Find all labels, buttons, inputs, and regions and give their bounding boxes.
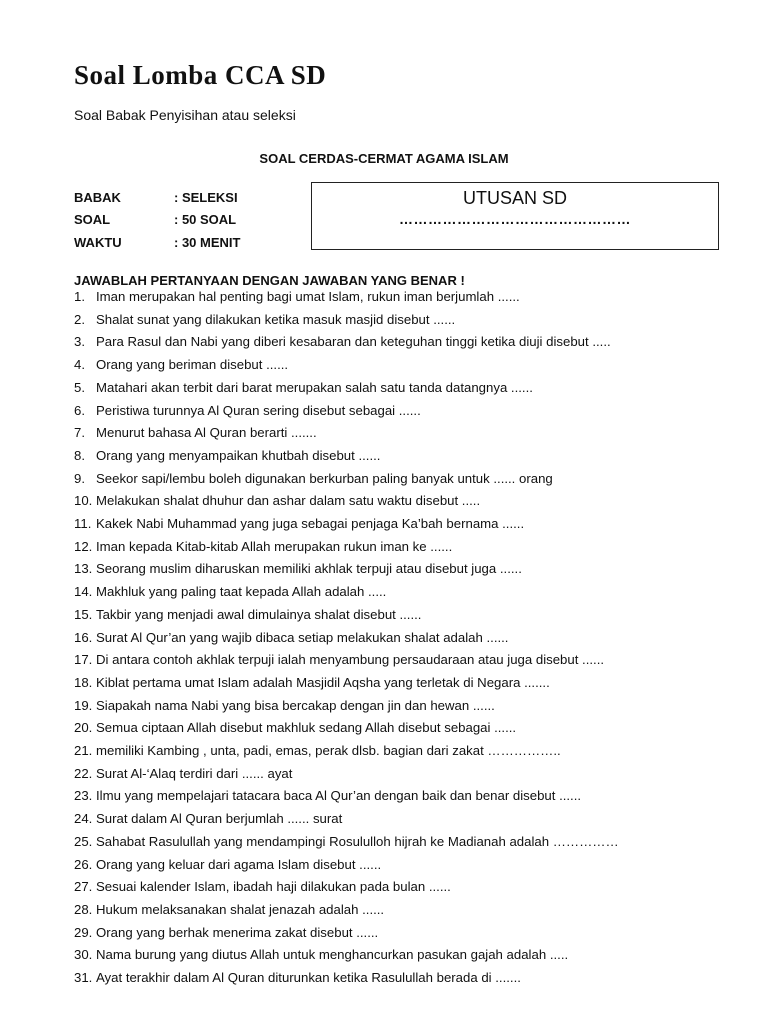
question-text: Para Rasul dan Nabi yang diberi kesabaran dan keteguhan tinggi ketika diuji disebut ..... bbox=[96, 334, 611, 350]
question-item bbox=[74, 309, 734, 332]
question-item bbox=[74, 377, 734, 400]
question-item bbox=[74, 422, 734, 445]
question-number: 18. bbox=[74, 674, 93, 690]
question-number: 11. bbox=[74, 516, 92, 532]
question-item bbox=[74, 899, 734, 922]
question-number: 17. bbox=[74, 652, 93, 668]
question-text: Surat Al-‘Alaq terdiri dari ...... ayat bbox=[96, 765, 293, 781]
question-text: Iman merupakan hal penting bagi umat Islam, rukun iman berjumlah ...... bbox=[96, 289, 520, 304]
info-row-soal bbox=[74, 212, 236, 227]
question-number: 14. bbox=[74, 584, 93, 600]
question-number: 21. bbox=[74, 743, 93, 759]
question-item bbox=[74, 468, 734, 491]
question-text: Surat dalam Al Quran berjumlah ...... surat bbox=[96, 811, 343, 827]
question-item bbox=[74, 740, 734, 763]
question-item bbox=[74, 944, 734, 967]
question-text: Sahabat Rasulullah yang mendampingi Rosululloh hijrah ke Madianah adalah …………… bbox=[96, 833, 619, 849]
question-item bbox=[74, 286, 734, 309]
question-text: Orang yang keluar dari agama Islam disebut ...... bbox=[96, 856, 382, 872]
question-item bbox=[74, 672, 734, 695]
question-number: 6. bbox=[74, 402, 85, 418]
section-heading: SOAL CERDAS-CERMAT AGAMA ISLAM bbox=[259, 151, 509, 166]
question-item bbox=[74, 808, 734, 831]
question-item bbox=[74, 354, 734, 377]
question-number: 15. bbox=[74, 606, 93, 622]
question-text: Nama burung yang diutus Allah untuk menghancurkan pasukan gajah adalah ..... bbox=[96, 947, 569, 963]
question-item bbox=[74, 717, 734, 740]
page-title: Soal Lomba CCA SD bbox=[74, 60, 327, 90]
question-text: Makhluk yang paling taat kepada Allah adalah ..... bbox=[96, 584, 387, 600]
info-row-waktu bbox=[74, 235, 240, 250]
question-number: 30. bbox=[74, 947, 93, 963]
question-text: Ayat terakhir dalam Al Quran diturunkan ketika Rasulullah berada di ....... bbox=[96, 970, 521, 986]
question-number: 8. bbox=[74, 447, 85, 463]
question-number: 31. bbox=[74, 970, 93, 986]
question-item bbox=[74, 558, 734, 581]
info-label: SOAL bbox=[74, 212, 111, 227]
question-number: 22. bbox=[74, 765, 93, 781]
question-text: Peristiwa turunnya Al Quran sering disebut sebagai ...... bbox=[96, 402, 421, 418]
info-label: BABAK bbox=[74, 190, 121, 205]
question-text: Menurut bahasa Al Quran berarti ....... bbox=[96, 425, 317, 441]
question-item bbox=[74, 763, 734, 786]
question-text: Melakukan shalat dhuhur dan ashar dalam satu waktu disebut ..... bbox=[96, 493, 481, 509]
question-number: 29. bbox=[74, 924, 93, 940]
question-text: Semua ciptaan Allah disebut makhluk sedang Allah disebut sebagai ...... bbox=[96, 720, 517, 736]
question-number: 27. bbox=[74, 879, 93, 895]
question-item bbox=[74, 445, 734, 468]
question-text: Matahari akan terbit dari barat merupakan salah satu tanda datangnya ...... bbox=[96, 379, 533, 395]
question-text: Orang yang beriman disebut ...... bbox=[96, 357, 289, 373]
question-number: 9. bbox=[74, 470, 85, 486]
question-text: Di antara contoh akhlak terpuji ialah menyambung persaudaraan atau juga disebut ...... bbox=[96, 652, 605, 668]
question-number: 13. bbox=[74, 561, 93, 577]
question-number: 4. bbox=[74, 357, 85, 373]
question-item bbox=[74, 922, 734, 945]
info-value: : 50 SOAL bbox=[174, 212, 237, 227]
info-value: : SELEKSI bbox=[174, 190, 238, 205]
info-row-babak bbox=[74, 190, 238, 205]
question-text: Siapakah nama Nabi yang bisa bercakap dengan jin dan hewan ...... bbox=[96, 697, 495, 713]
question-item bbox=[74, 604, 734, 627]
question-item bbox=[74, 400, 734, 423]
question-number: 25. bbox=[74, 833, 93, 849]
question-number: 2. bbox=[74, 311, 85, 327]
question-item bbox=[74, 627, 734, 650]
question-item bbox=[74, 581, 734, 604]
question-item bbox=[74, 331, 734, 354]
question-text: Kiblat pertama umat Islam adalah Masjidil Aqsha yang terletak di Negara ....... bbox=[96, 674, 550, 690]
utusan-label: UTUSAN SD bbox=[462, 188, 567, 208]
info-value: : 30 MENIT bbox=[174, 235, 241, 250]
question-item bbox=[74, 649, 734, 672]
question-text: Ilmu yang mempelajari tatacara baca Al Qur’an dengan baik dan benar disebut ...... bbox=[96, 788, 582, 804]
question-number: 24. bbox=[74, 811, 93, 827]
subtitle: Soal Babak Penyisihan atau seleksi bbox=[74, 107, 296, 123]
question-number: 19. bbox=[74, 697, 93, 713]
question-text: Surat Al Qur’an yang wajib dibaca setiap melakukan shalat adalah ...... bbox=[96, 629, 509, 645]
question-number: 20. bbox=[74, 720, 93, 736]
question-item bbox=[74, 854, 734, 877]
question-text: Orang yang berhak menerima zakat disebut ...... bbox=[96, 924, 379, 940]
question-number: 7. bbox=[74, 425, 85, 441]
question-text: Orang yang menyampaikan khutbah disebut ...... bbox=[96, 447, 381, 463]
question-text: memiliki Kambing , unta, padi, emas, perak dlsb. bagian dari zakat …………….. bbox=[96, 743, 561, 759]
question-text: Seekor sapi/lembu boleh digunakan berkurban paling banyak untuk ...... orang bbox=[96, 470, 553, 486]
question-number: 23. bbox=[74, 788, 93, 804]
question-number: 28. bbox=[74, 901, 93, 917]
question-item bbox=[74, 967, 734, 990]
question-text: Seorang muslim diharuskan memiliki akhlak terpuji atau disebut juga ...... bbox=[96, 561, 522, 577]
question-text: Hukum melaksanakan shalat jenazah adalah ...... bbox=[96, 901, 385, 917]
utusan-blank: ………………………………………… bbox=[399, 211, 631, 227]
question-item bbox=[74, 513, 734, 536]
question-item bbox=[74, 831, 734, 854]
question-text: Shalat sunat yang dilakukan ketika masuk masjid disebut ...... bbox=[96, 311, 456, 327]
question-number: 3. bbox=[74, 334, 85, 350]
question-number: 26. bbox=[74, 856, 93, 872]
question-text: Takbir yang menjadi awal dimulainya shalat disebut ...... bbox=[96, 606, 422, 622]
question-number: 16. bbox=[74, 629, 93, 645]
question-text: Sesuai kalender Islam, ibadah haji dilakukan pada bulan ...... bbox=[96, 879, 451, 895]
question-item bbox=[74, 785, 734, 808]
instruction: JAWABLAH PERTANYAAN DENGAN JAWABAN YANG BENAR ! bbox=[74, 273, 465, 288]
question-item bbox=[74, 876, 734, 899]
question-number: 1. bbox=[74, 289, 85, 304]
question-item bbox=[74, 695, 734, 718]
question-text: Iman kepada Kitab-kitab Allah merupakan rukun iman ke ...... bbox=[96, 538, 453, 554]
question-list bbox=[74, 286, 734, 990]
question-item bbox=[74, 536, 734, 559]
utusan-box bbox=[311, 182, 719, 250]
question-text: Kakek Nabi Muhammad yang juga sebagai penjaga Ka’bah bernama ...... bbox=[96, 516, 525, 532]
question-number: 5. bbox=[74, 379, 85, 395]
question-item bbox=[74, 490, 734, 513]
question-number: 12. bbox=[74, 538, 93, 554]
question-number: 10. bbox=[74, 493, 93, 509]
info-label: WAKTU bbox=[74, 235, 122, 250]
